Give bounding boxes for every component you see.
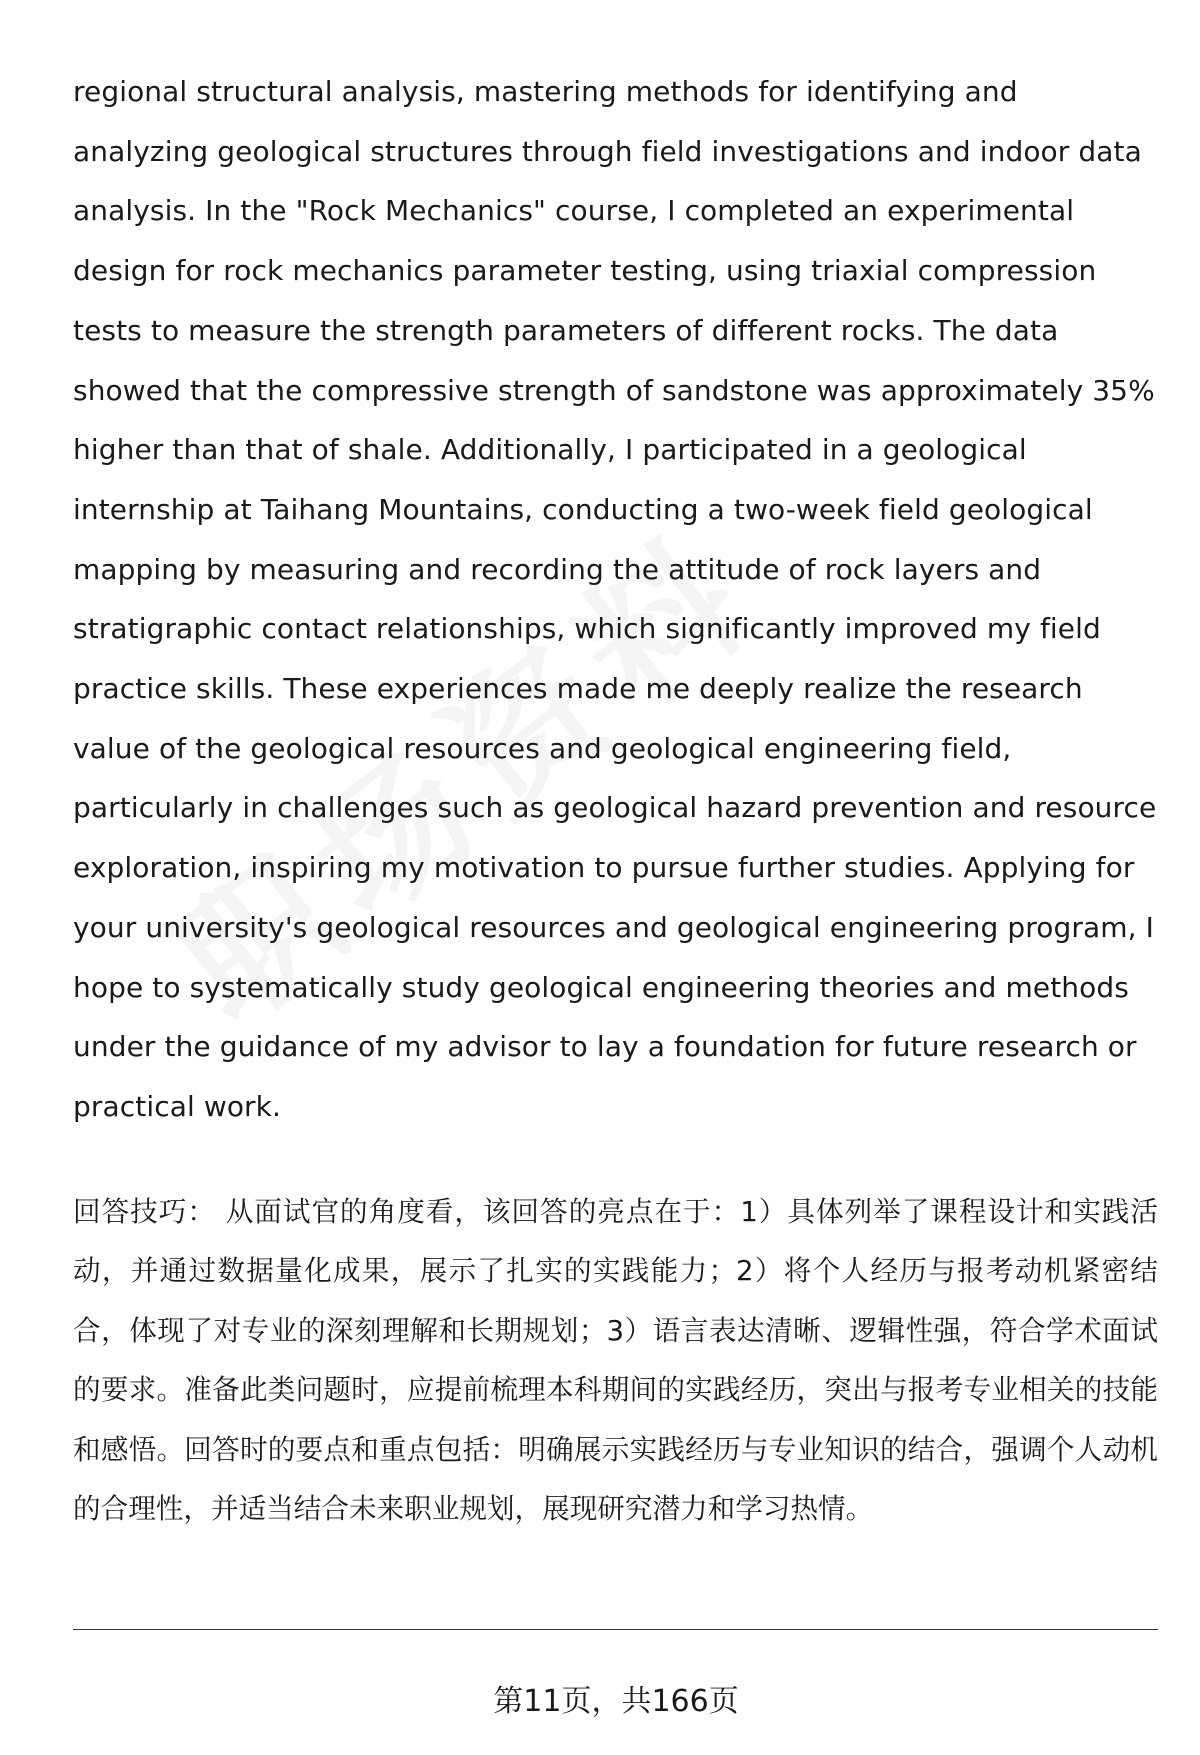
answer-tips-paragraph: 回答技巧： 从面试官的角度看，该回答的亮点在于：1）具体列举了课程设计和实践活动，并通过数据量化成果，展示了扎实的实践能力；2）将个人经历与报考动机紧密结合，体现了对专业的深刻理解和长期规划；3）语言表达清晰、逻辑性强，符合学术面试的要求。准备此类问题时，应提前梳理本科期间的实践经历，突出与报考专业相关的技能和感悟。回答时的要点和重点包括：明确展示实践经历与专业知识的结合，强调个人动机的合理性，并适当结合未来职业规划，展现研究潜力和学习热情。 bbox=[73, 1194, 1158, 1526]
page-content bbox=[73, 62, 1158, 1539]
body-paragraph: regional structural analysis, mastering methods for identifying and analyzing geological structures through field investigations and indoor data analysis. In the "Rock Mechanics" course, I completed an experimental design for rock mechanics parameter testing, using triaxial compression tests to measure the strength parameters of different rocks. The data showed that the compressive strength of sandstone was approximately 35% higher than that of shale. Additionally, I participated in a geological internship at Taihang Mountains, conducting a two-week field geological mapping by measuring and recording the attitude of rock layers and stratigraphic contact relationships, which significantly improved my field practice skills. These experiences made me deeply realize the research value of the geological resources and geological engineering field, particularly in challenges such as geological hazard prevention and resource exploration, inspiring my motivation to pursue further studies. Applying for your university's geological resources and geological engineering program, I hope to systematically study geological engineering theories and methods under the guidance of my advisor to lay a foundation for future research or practical work. bbox=[73, 75, 1157, 1123]
page-number: 第11页，共166页 bbox=[493, 1684, 739, 1719]
footer-divider bbox=[73, 1629, 1158, 1630]
